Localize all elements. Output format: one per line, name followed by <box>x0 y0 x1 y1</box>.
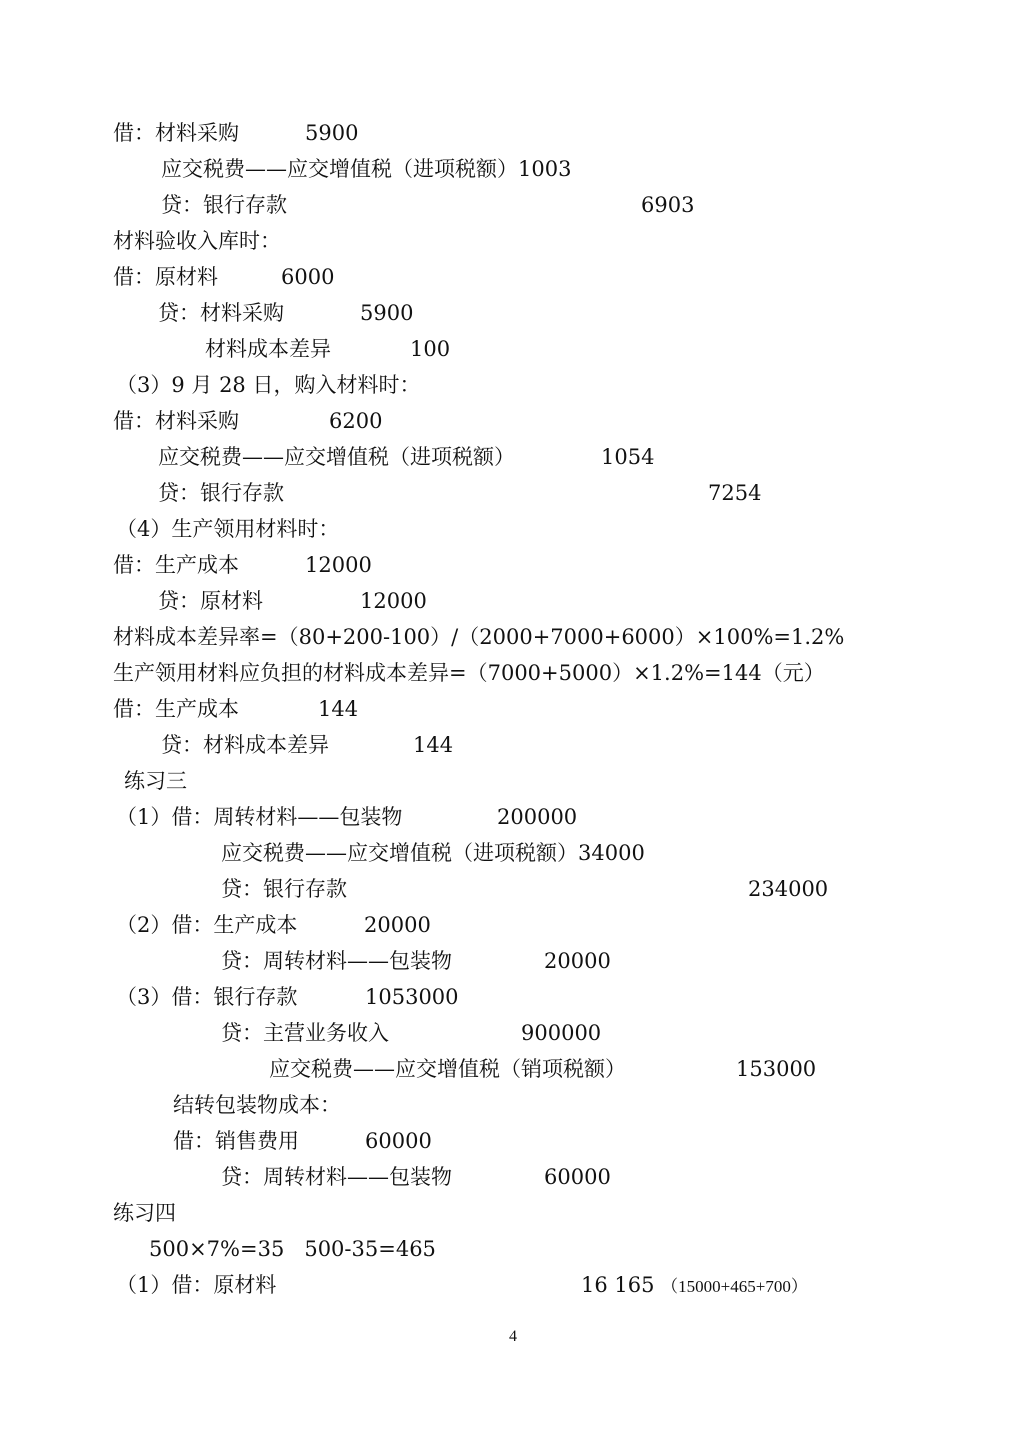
text-line: 借：销售费用 60000 <box>173 1126 299 1156</box>
amount: 153000 <box>736 1057 817 1081</box>
amount: 7254 <box>708 481 762 505</box>
text-line: 借：材料采购 6200 <box>113 406 239 436</box>
amount: 6903 <box>641 193 695 217</box>
amount: 1054 <box>601 445 655 469</box>
text-line: 贷：银行存款 234000 <box>221 874 347 904</box>
text-line: 借：材料采购 5900 <box>113 118 239 148</box>
amount: 144 <box>413 733 454 757</box>
amount: 20000 <box>544 949 611 973</box>
section-heading: 练习四 <box>113 1201 176 1225</box>
amount: 60000 <box>365 1129 432 1153</box>
amount: 1053000 <box>365 985 459 1009</box>
text-line: 借：生产成本 144 <box>113 694 239 724</box>
amount-note: （15000+465+700） <box>661 1277 808 1296</box>
amount: 5900 <box>305 121 359 145</box>
amount: 144 <box>318 697 359 721</box>
text-line: 应交税费——应交增值税（销项税额） 153000 <box>269 1054 626 1084</box>
text-line: 材料成本差异 100 <box>205 334 331 364</box>
text-line: 材料验收入库时： <box>113 229 281 253</box>
text-line: 贷：材料采购 5900 <box>158 298 284 328</box>
text-line: （1）借：周转材料——包装物 200000 <box>116 802 402 832</box>
amount: 900000 <box>521 1021 602 1045</box>
text-line: 贷：材料成本差异 144 <box>161 730 329 760</box>
amount: 6200 <box>329 409 383 433</box>
text-line: 应交税费——应交增值税（进项税额）34000 <box>221 841 645 865</box>
amount: 20000 <box>364 913 431 937</box>
amount: 5900 <box>360 301 414 325</box>
text-line: 贷：银行存款 6903 <box>161 190 287 220</box>
text-line: （3）9 月 28 日，购入材料时： <box>116 373 421 397</box>
text-line: （1）借：原材料 16 165 （15000+465+700） <box>116 1270 276 1300</box>
text-line: 500×7%=35 500-35=465 <box>149 1237 436 1261</box>
text-line: 应交税费——应交增值税（进项税额）1003 <box>161 157 572 181</box>
text-line: 应交税费——应交增值税（进项税额） 1054 <box>158 442 515 472</box>
text-line: （2）借：生产成本 20000 <box>116 910 297 940</box>
text-line: 结转包装物成本： <box>173 1093 341 1117</box>
text-line: 贷：周转材料——包装物 20000 <box>221 946 452 976</box>
page-number: 4 <box>509 1328 517 1345</box>
text-line: （4）生产领用材料时： <box>116 517 340 541</box>
text-line: 生产领用材料应负担的材料成本差异=（7000+5000）×1.2%=144（元） <box>113 661 825 685</box>
text-line: 贷：主营业务收入 900000 <box>221 1018 389 1048</box>
text-line: 材料成本差异率=（80+200-100）/（2000+7000+6000）×100%=1.2% <box>113 625 845 649</box>
amount: 16 165 （15000+465+700） <box>581 1273 808 1297</box>
text-line: 借：生产成本 12000 <box>113 550 239 580</box>
amount: 6000 <box>281 265 335 289</box>
amount: 100 <box>410 337 451 361</box>
amount: 12000 <box>305 553 372 577</box>
text-line: 借：原材料 6000 <box>113 262 218 292</box>
amount: 60000 <box>544 1165 611 1189</box>
text-line: 贷：周转材料——包装物 60000 <box>221 1162 452 1192</box>
text-line: 贷：银行存款 7254 <box>158 478 284 508</box>
amount: 200000 <box>497 805 578 829</box>
text-line: （3）借：银行存款 1053000 <box>116 982 297 1012</box>
amount: 234000 <box>748 877 829 901</box>
amount: 12000 <box>360 589 427 613</box>
text-line: 贷：原材料 12000 <box>158 586 263 616</box>
section-heading: 练习三 <box>124 769 187 793</box>
